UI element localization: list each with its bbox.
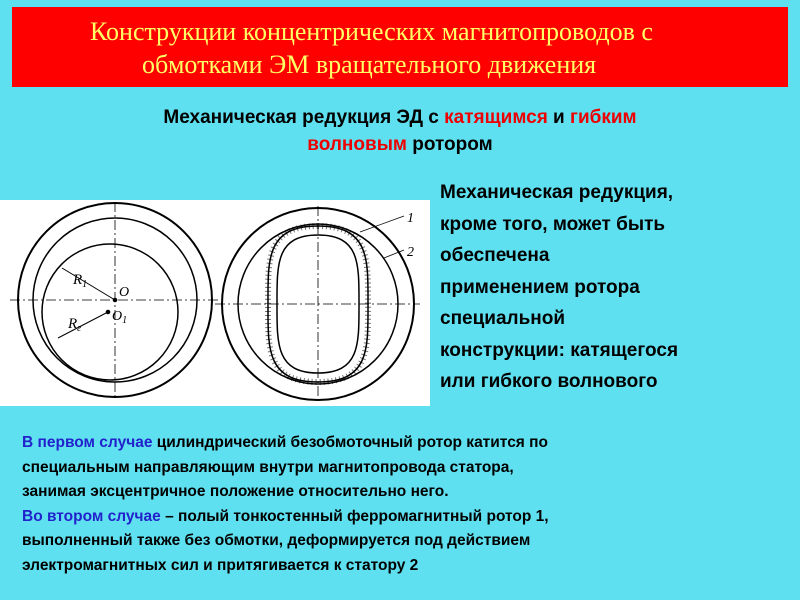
first-case-line: специальным направляющим внутри магнитопровода статора, [22, 458, 514, 476]
subtitle [40, 104, 760, 158]
first-case-label: В первом случае [22, 434, 153, 451]
label-1: 1 [407, 211, 414, 226]
slide-title [12, 7, 788, 87]
title-line-1: Конструкции концентрических магнитопроводов с [90, 17, 653, 46]
right-line: обеспечена [440, 245, 550, 266]
subtitle-rotor: ротором [406, 134, 493, 155]
radius-r1-line [62, 268, 115, 300]
radius-r2-line [58, 312, 108, 338]
second-case-label: Во втором случае [22, 507, 161, 525]
subtitle-and: и [547, 107, 571, 128]
right-line: специальной [440, 308, 566, 329]
first-case-line [22, 431, 792, 456]
title-line-2: обмотками ЭМ вращательного движения [142, 50, 597, 79]
subtitle-part1: Механическая редукция ЭД с [163, 107, 445, 128]
label-r1: $R_1$ [73, 272, 88, 290]
label-o1: $O_1$ [112, 309, 128, 326]
second-case-line: электромагнитных сил и притягивается к статору 2 [22, 556, 419, 574]
label-o: O [119, 285, 130, 300]
wave-rotor-figure [215, 206, 420, 402]
leader-line-1 [360, 216, 404, 232]
rotor-diagram-svg [0, 200, 430, 406]
right-line: или гибкого волнового [440, 371, 658, 392]
right-description [440, 177, 795, 398]
center-o-dot [113, 298, 117, 302]
rolling-rotor-figure [10, 202, 220, 400]
right-line: конструкции: катящегося [440, 339, 679, 361]
right-line: Механическая редукция, [440, 182, 674, 203]
label-r2: $R_г$ [68, 316, 82, 334]
second-case-line [22, 505, 792, 530]
rotor-diagram [0, 200, 430, 406]
first-case-line: занимая эксцентричное положение относительно него. [22, 483, 449, 500]
subtitle-wave: волновым [307, 134, 407, 155]
subtitle-flexible: гибким [570, 107, 637, 128]
subtitle-rolling: катящимся [444, 107, 548, 128]
second-case-text: – полый тонкостенный ферромагнитный ротор 1, [160, 507, 549, 525]
second-case-line: выполненный также без обмотки, деформируется под действием [22, 532, 531, 549]
center-o1-dot [106, 310, 110, 314]
right-line: кроме того, может быть [440, 213, 666, 235]
first-case-text: цилиндрический безобмоточный ротор катится по [152, 434, 548, 451]
label-2: 2 [407, 245, 414, 260]
right-line: применением ротора [440, 276, 640, 298]
bottom-description [22, 431, 792, 578]
